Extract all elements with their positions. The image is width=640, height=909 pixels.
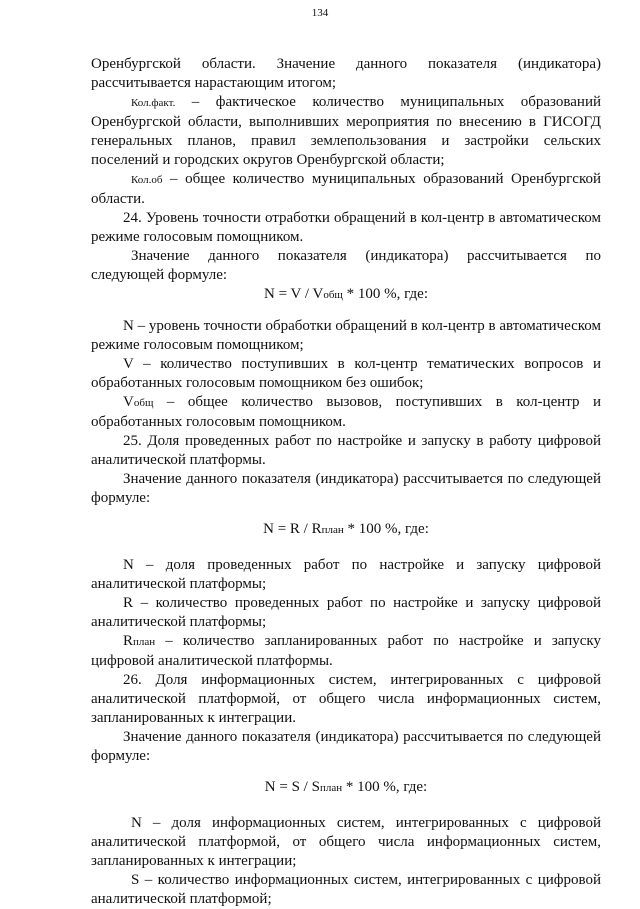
definition-n: N – доля информационных систем, интегрированных с цифровой аналитической платформой, от общего числа информационных систем, запланированных к интеграции; [91, 815, 601, 869]
formula-26 [91, 778, 601, 798]
formula-subscript: план [319, 782, 343, 794]
variable-r: R [123, 633, 134, 649]
formula-25 [91, 520, 601, 540]
formula-part: N = R / R [263, 521, 322, 537]
formula-part: * 100 %, где: [342, 779, 428, 795]
definition-n: N – уровень точности обработки обращений в кол-центр в автоматическом режиме голосовым помощником; [91, 318, 602, 353]
definition-v-total [91, 393, 601, 432]
formula-24 [91, 285, 601, 305]
definition-v: V – количество поступивших в кол-центр тематических вопросов и обработанных голосовым помощником без ошибок; [91, 356, 601, 391]
definition-r: R – количество проведенных работ по настройке и запуску цифровой аналитической платформы; [91, 595, 601, 630]
variable-v: V [123, 394, 134, 410]
indicator-26-title: 26. Доля информационных систем, интегрированных с цифровой аналитической платформой, от общего числа информационных систем, запланированных к интеграции. [91, 672, 601, 726]
formula-intro: Значение данного показателя (индикатора) рассчитывается по следующей формуле: [91, 471, 601, 506]
definition-text: – фактическое количество муниципальных образований Оренбургской области, выполнивших мероприятия по внесению в ГИСОГД генеральных планов, правил землепользования и застройки сельских поселений и городских округов Оренбургской области; [91, 94, 601, 168]
variable-kol-fakt: Кол.факт. [131, 97, 176, 109]
definition-text: – общее количество муниципальных образований Оренбургской области. [91, 171, 601, 207]
definition-kol-fakt [91, 93, 601, 170]
definition-r-plan [91, 632, 601, 671]
formula-subscript: план [321, 524, 344, 536]
definition-text: – количество запланированных работ по настройке и запуску цифровой аналитической платформы. [91, 633, 601, 669]
formula-part: * 100 %, где: [342, 286, 428, 302]
page-number: 134 [311, 7, 329, 19]
formula-part: N = S / S [264, 779, 320, 795]
paragraph-continuation: Оренбургской области. Значение данного показателя (индикатора) рассчитывается нарастающим итогом; [91, 56, 601, 91]
formula-part: * 100 %, где: [343, 521, 429, 537]
indicator-24-title: 24. Уровень точности отработки обращений в кол-центр в автоматическом режиме голосовым помощником. [91, 210, 601, 245]
formula-intro: Значение данного показателя (индикатора) рассчитывается по следующей формуле: [91, 729, 601, 764]
formula-intro: Значение данного показателя (индикатора) рассчитывается по следующей формуле: [91, 248, 601, 283]
variable-kol-ob: Кол.об [131, 174, 163, 186]
formula-part: N = V / V [264, 286, 324, 302]
variable-subscript: общ [133, 397, 154, 409]
variable-subscript: план [133, 636, 156, 648]
document-body [91, 55, 601, 909]
definition-text: – общее количество вызовов, поступивших в кол-центр и обработанных голосовым помощником. [91, 394, 601, 430]
definition-s: S – количество информационных систем, интегрированных с цифровой аналитической платформой; [91, 872, 601, 907]
definition-kol-ob [91, 170, 601, 209]
indicator-25-title: 25. Доля проведенных работ по настройке и запуску в работу цифровой аналитической платформы. [91, 433, 601, 468]
definition-n: N – доля проведенных работ по настройке и запуску цифровой аналитической платформы; [91, 557, 601, 592]
formula-subscript: общ [323, 289, 343, 301]
